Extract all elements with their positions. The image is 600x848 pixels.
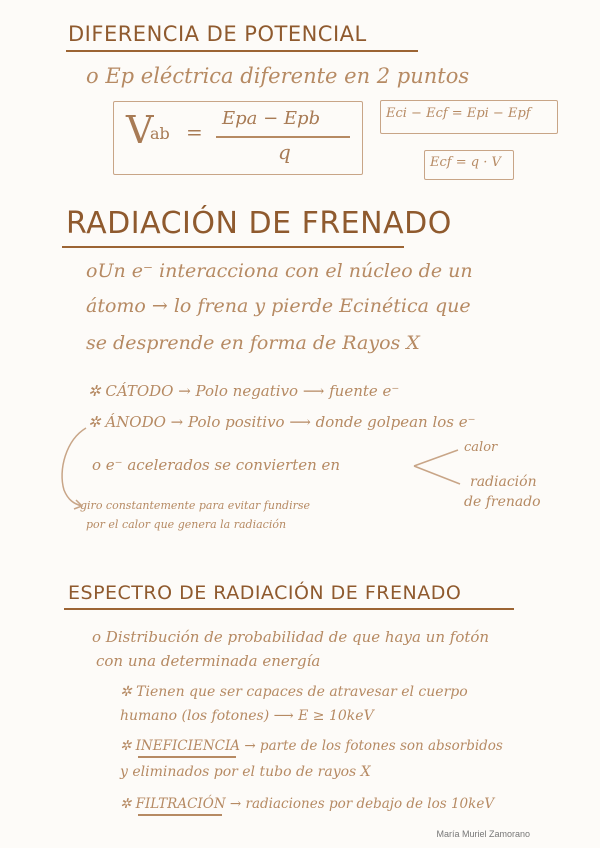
calor-label: calor [464,440,498,455]
paragraph-line: y eliminados por el tubo de rayos X [120,764,371,780]
section-title-diferencia-potencial: DIFERENCIA DE POTENCIAL [68,22,367,46]
bullet-ep-electrica: o Ep eléctrica diferente en 2 puntos [86,64,470,88]
paragraph-line: ✲ Tienen que ser capaces de atravesar el cuerpo [120,684,468,700]
kinetic-energy-text: Ecf = q · V [430,155,501,170]
paragraph-line: ✲ INEFICIENCIA → parte de los fotones son absorbidos [120,738,503,754]
branch-line-radiacion [414,466,460,484]
formula-numerator: Epa − Epb [222,108,321,129]
ineficiencia-underline [138,756,236,758]
paragraph-line: átomo → lo frena y pierde Ecinética que [86,295,471,317]
paragraph-line: humano (los fotones) ⟶ E ≥ 10keV [120,708,374,724]
giro-note: por el calor que genera la radiación [86,518,287,531]
filtracion-underline [138,814,222,816]
author-credit: María Muriel Zamorano [436,829,530,839]
formula-denominator: q [278,140,291,164]
catodo-line: ✲ CÁTODO → Polo negativo ⟶ fuente e⁻ [88,382,400,400]
section-title-radiacion-frenado: RADIACIÓN DE FRENADO [66,206,452,241]
radiacion-label: de frenado [464,494,541,510]
anodo-line: ✲ ÁNODO → Polo positivo ⟶ donde golpean los e⁻ [88,413,476,431]
paragraph-line: o Distribución de probabilidad de que haya un fotón [92,628,490,646]
formula-equals: = [186,120,203,144]
paragraph-line: con una determinada energía [96,652,321,670]
curved-bracket-line [62,428,86,506]
energy-balance-text: Eci − Ecf = Epi − Epf [386,106,531,121]
branch-line-calor [414,450,458,466]
paragraph-line: oUn e⁻ interacciona con el núcleo de un [86,260,473,282]
acelerados-line: o e⁻ acelerados se convierten en [92,456,341,474]
paragraph-line: se desprende en forma de Rayos X [86,332,420,354]
formula-subscript-ab: ab [150,124,170,143]
paragraph-line: ✲ FILTRACIÓN → radiaciones por debajo de los 10keV [120,796,495,812]
formula-v: V [126,108,154,152]
title-underline [64,608,514,610]
section-title-espectro: ESPECTRO DE RADIACIÓN DE FRENADO [68,582,462,604]
radiacion-label: radiación [470,474,537,490]
giro-note: giro constantemente para evitar fundirse [80,499,310,512]
